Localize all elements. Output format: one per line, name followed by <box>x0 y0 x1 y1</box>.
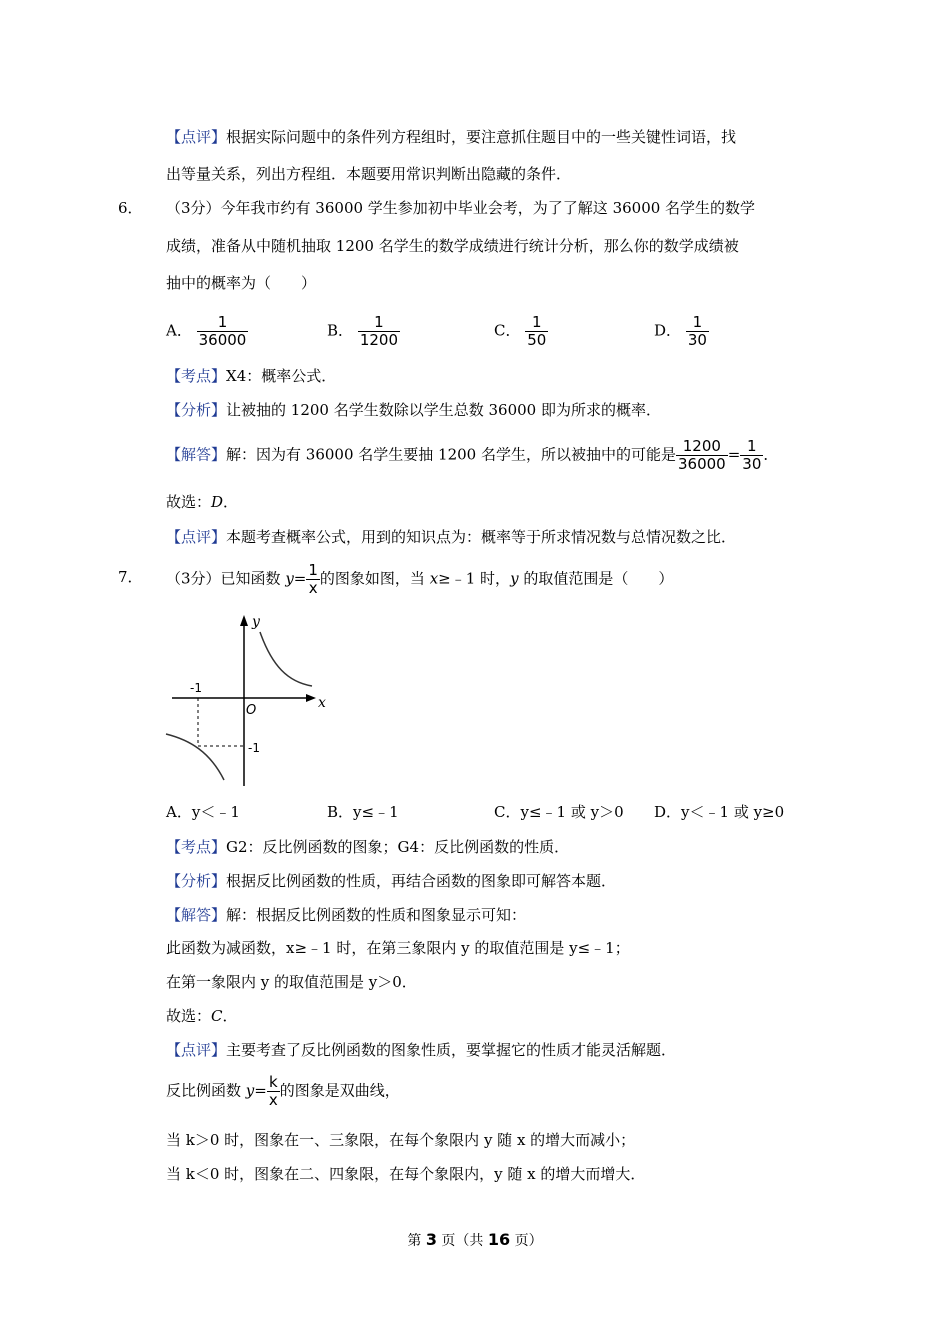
q7-option-a: A．y＜﹣1 <box>166 803 240 821</box>
q6-option-d-fraction: $\frac{1}{30}$ <box>687 313 707 349</box>
x-axis-arrow-icon <box>306 694 316 702</box>
q7-note-fraction: $\frac{k}{x}$ <box>268 1073 278 1109</box>
question-7-stem: （3分）已知函数 y= $\frac{1}{x}$ 的图象如图，当 x≥﹣1 时，y 的取值范围是（ ） <box>166 561 674 597</box>
page-number: 3 <box>425 1230 437 1249</box>
tick-label-y-neg1: -1 <box>248 741 260 755</box>
question-6-number: 6． <box>118 199 143 217</box>
q7-solution-line-a: 此函数为减函数，x≥﹣1 时，在第三象限内 y 的取值范围是 y≤﹣1； <box>166 939 630 957</box>
q6-answer: 故选：D． <box>166 493 239 511</box>
q6-option-c: C． $\frac{1}{50}$ <box>494 313 547 349</box>
q6-jieda-fraction-1: $\frac{1200}{36000}$ <box>677 437 726 473</box>
origin-label: O <box>246 703 257 718</box>
q6-option-d: D． $\frac{1}{30}$ <box>654 313 707 349</box>
q7-jieda: 【解答】解：根据反比例函数的性质和图象显示可知： <box>166 906 527 924</box>
q7-case-k-positive: 当 k＞0 时，图象在一、三象限，在每个象限内 y 随 x 的增大而减小； <box>166 1131 636 1149</box>
q6-option-a-fraction: $\frac{1}{36000}$ <box>198 313 247 349</box>
q7-kaodian: 【考点】G2：反比例函数的图象；G4：反比例函数的性质． <box>166 838 570 856</box>
q7-option-d: D．y＜﹣1 或 y≥0 <box>654 803 785 821</box>
q6-option-c-fraction: $\frac{1}{50}$ <box>527 313 547 349</box>
q6-option-b: B． $\frac{1}{1200}$ <box>327 313 398 349</box>
comment-5-line2: 出等量关系，列出方程组．本题要用常识判断出隐藏的条件． <box>166 165 572 183</box>
question-6-stem-line2: 成绩，准备从中随机抽取 1200 名学生的数学成绩进行统计分析，那么你的数学成绩被 <box>166 237 739 255</box>
question-6-stem-line3: 抽中的概率为（ ） <box>166 274 317 292</box>
x-axis-label: x <box>318 695 326 711</box>
q6-option-a: A． $\frac{1}{36000}$ <box>166 313 247 349</box>
q7-answer: 故选：C． <box>166 1007 238 1025</box>
q7-note: 反比例函数 y= $\frac{k}{x}$ 的图象是双曲线， <box>166 1073 400 1109</box>
inverse-function-graph <box>160 610 350 790</box>
q7-option-b: B．y≤﹣1 <box>327 803 399 821</box>
q7-option-c: C．y≤﹣1 或 y＞0 <box>494 803 624 821</box>
q7-dianping: 【点评】主要考查了反比例函数的图象性质，要掌握它的性质才能灵活解题． <box>166 1041 677 1059</box>
question-7-number: 7． <box>118 568 143 586</box>
q7-fenxi: 【分析】根据反比例函数的性质，再结合函数的图象即可解答本题． <box>166 872 617 890</box>
comment-5-line1: 【点评】根据实际问题中的条件列方程组时，要注意抓住题目中的一些关键性词语，找 <box>166 128 737 146</box>
q6-option-b-fraction: $\frac{1}{1200}$ <box>359 313 398 349</box>
q7-stem-fraction: $\frac{1}{x}$ <box>308 561 318 597</box>
q6-dianping: 【点评】本题考查概率公式，用到的知识点为：概率等于所求情况数与总情况数之比． <box>166 528 737 546</box>
hyperbola-branch-third-quadrant <box>166 734 224 780</box>
y-axis-label: y <box>252 614 260 630</box>
q7-case-k-negative: 当 k＜0 时，图象在二、四象限，在每个象限内，y 随 x 的增大而增大． <box>166 1165 646 1183</box>
page-footer: 第 3 页（共 16 页） <box>407 1230 543 1249</box>
q6-jieda-fraction-2: $\frac{1}{30}$ <box>742 437 762 473</box>
hyperbola-branch-first-quadrant <box>260 632 312 686</box>
y-axis-arrow-icon <box>240 615 248 626</box>
tick-label-x-neg1: -1 <box>190 681 202 695</box>
q6-fenxi: 【分析】让被抽的 1200 名学生数除以学生总数 36000 即为所求的概率． <box>166 401 661 419</box>
q6-jieda: 【解答】解：因为有 36000 名学生要抽 1200 名学生，所以被抽中的可能是 $\frac{1200}{36000}$ = $\frac{1}{30}$ ． <box>166 437 779 473</box>
total-pages: 16 <box>487 1230 511 1249</box>
question-6-stem-line1: （3分）今年我市约有 36000 学生参加初中毕业会考，为了了解这 36000 名学生的数学 <box>166 199 756 217</box>
q7-solution-line-b: 在第一象限内 y 的取值范围是 y＞0． <box>166 973 417 991</box>
q6-kaodian: 【考点】X4：概率公式． <box>166 367 337 385</box>
